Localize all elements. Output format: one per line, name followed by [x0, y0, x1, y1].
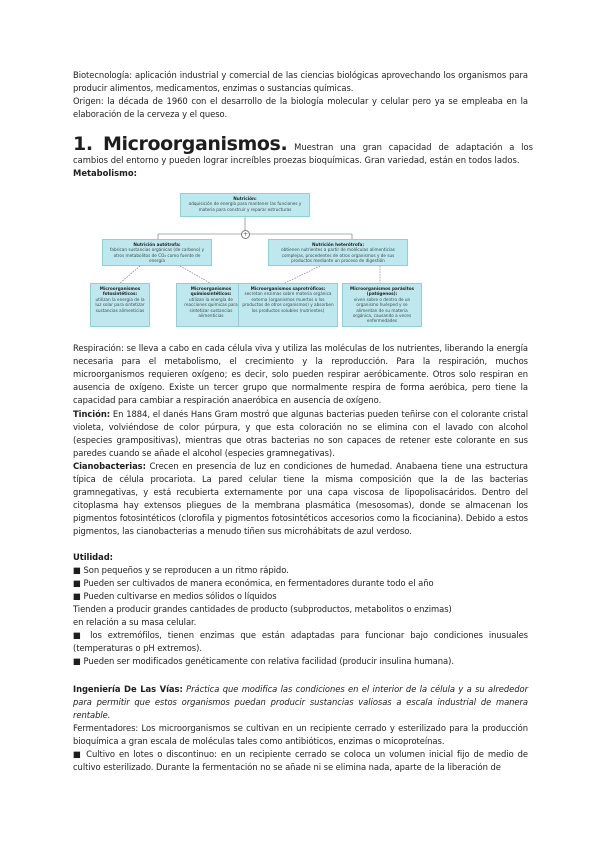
intro-biotecnologia: Biotecnología: aplicación industrial y comercial de las ciencias biológicas aprovechando los organismos para producir alimentos, medicamentos, enzimas o sustancias químicas. [73, 70, 528, 94]
box-saprotroficos [238, 283, 338, 327]
tincion-label: Tinción: [73, 409, 111, 419]
box-saprotroficos-title: Microorganismos saprotróficos: [250, 286, 326, 291]
utilidad-label [73, 551, 528, 564]
intro-origen: Origen: la década de 1960 con el desarrollo de la biología molecular y celular pero ya se empleaba en la elaboración de la cerveza y el queso. [73, 96, 528, 120]
tincion-text: En 1884, el danés Hans Gram mostró que algunas bacterias pueden teñirse con el colorante cristal violeta, volviéndose de color púrpura, y que esta coloración no se elimina con el lavado con alcohol (especies grampositivas), mientras que otras bacterias no son capaces de retener este colorante en sus paredes cuando se añade el alcohol (especies gramnegativas). [73, 409, 528, 459]
ciano-text: Crecen en presencia de luz en condiciones de humedad. Anabaena tiene una estructura típica de célula procariota. La pared celular tiene la misma composición que la de las bacterias gramnegativas, y está recubierta externamente por una capa viscosa de lipopolisacáridos. Dentro del citoplasma hay extensos pliegues de la membrana plasmática (mesosomas), donde se almacenan los pigmentos fotosintéticos (clorofila y pigmentos fotosintéticos accesorios como la ficocianina). Debido a estos pigmentos, las cianobacterias a menudo tiñen sus microhábitats de azul verdoso. [73, 461, 528, 537]
paragraph-cianobacterias [73, 460, 528, 539]
box-heterotrofa-text: obtienen nutrientes a partir de moléculas alimenticias complejas, procedentes de otros organismos y de sus productos mediante un proceso de digestión [281, 247, 395, 264]
section-intro-text: Muestran una gran capacidad de adaptación a los cambios del entorno y pueden lograr increíbles proezas bioquímicas. Gran variedad, están en todos lados. [73, 142, 533, 166]
box-quimiosinteticos [176, 283, 246, 327]
box-quimiosinteticos-title: Microorganismos quimiosintéticos: [190, 286, 232, 297]
box-autotrofa [102, 239, 212, 266]
box-parasitos-title: Microorganismos parásitos (patógenos): [350, 286, 414, 297]
list-item: en relación a su masa celular. [73, 617, 197, 627]
box-fotosinteticos-text: utilizan la energía de la luz solar para sintetizar sustancias alimenticias [95, 296, 145, 313]
ing-label: Ingeniería De Las Vías: [73, 684, 183, 694]
ciano-label: Cianobacterias: [73, 461, 146, 471]
diagram-plus-circle: + [242, 231, 249, 238]
box-parasitos-text: viven sobre o dentro de un organismo huésped y se alimentan de su materia orgánica, causando a veces enfermedades [352, 296, 412, 324]
list-item: ■ Son pequeños y se reproducen a un ritmo rápido. [73, 565, 289, 575]
section-heading: 1. Microorganismos. [73, 133, 288, 155]
box-nutricion-text: adquisición de energía para mantener las funciones y materia para construir y reparar estructuras [188, 201, 302, 212]
box-fotosinteticos [90, 283, 150, 327]
paragraph-tincion [73, 408, 528, 460]
box-autotrofa-text: fabrican sustancias orgánicas (de carbono) y otros metabolitos de CO₂ como fuente de energía [109, 247, 205, 264]
box-quimiosinteticos-text: utilizan la energía de reacciones químicas para sintetizar sustancias alimenticias [184, 296, 238, 319]
box-fotosinteticos-title: Microorganismos fotosintéticos: [99, 286, 141, 297]
ing-text: Práctica que modifica las condiciones en el interior de la célula y a su alrededor para permitir que estos organismos puedan producir sustancias valiosas a escala industrial de manera rentable. [73, 684, 528, 721]
box-nutricion-title: Nutrición: [233, 196, 257, 201]
box-heterotrofa [268, 239, 408, 266]
list-item: ■ Pueden ser modificados genéticamente con relativa facilidad (producir insulina humana). [73, 656, 454, 666]
box-heterotrofa-title: Nutrición heterótrofa: [311, 242, 365, 247]
nutrition-diagram [90, 193, 510, 333]
paragraph-ingenieria [73, 683, 528, 722]
utilidad-label-text: Utilidad: [73, 552, 113, 562]
paragraph-fermentadores: Fermentadores: Los microorganismos se cultivan en un recipiente cerrado y esterilizado para la producción bioquímica a gran escala de moléculas tales como antibióticos, enzimas o micoproteínas. [73, 723, 528, 747]
list-item: ■ Pueden cultivarse en medios sólidos o líquidos [73, 591, 277, 601]
paragraph-cultivo: ■ Cultivo en lotes o discontinuo: en un recipiente cerrado se coloca un volumen inicial fijo de medio de cultivo esterilizado. Durante la fermentación no se añade ni se elimina nada, aparte de la liberación de [73, 749, 528, 773]
section-microorganismos [73, 133, 533, 180]
metabolismo-label: Metabolismo: [73, 168, 137, 179]
list-item: ■ los extremófilos, tienen enzimas que están adaptadas para funcionar bajo condiciones inusuales (temperaturas o pH extremos). [73, 630, 528, 654]
list-item: ■ Pueden ser cultivados de manera económica, en fermentadores durante todo el año [73, 578, 434, 588]
box-saprotroficos-text: secretan enzimas sobre materia orgánica externa (organismos muertos o los productos de otros organismos) y absorben los productos solubles (nutrientes) [242, 291, 334, 313]
box-autotrofa-title: Nutrición autótrofa: [133, 242, 181, 247]
box-parasitos [342, 283, 422, 327]
list-item: Tienden a producir grandes cantidades de producto (subproductos, metabolitos o enzimas) [73, 604, 452, 614]
paragraph-respiracion: Respiración: se lleva a cabo en cada célula viva y utiliza las moléculas de los nutrientes, liberando la energía necesaria para el metabolismo, el crecimiento y la reproducción. Para la respiración, muchos microorganismos requieren oxígeno; es decir, solo pueden respirar aeróbicamente. Otros solo respiran en ausencia de oxígeno. Existe un tercer grupo que normalmente respira de forma aeróbica, pero tiene la capacidad para cambiar a respiración anaeróbica en ausencia de oxígeno. [73, 343, 528, 406]
box-nutricion [180, 193, 310, 217]
